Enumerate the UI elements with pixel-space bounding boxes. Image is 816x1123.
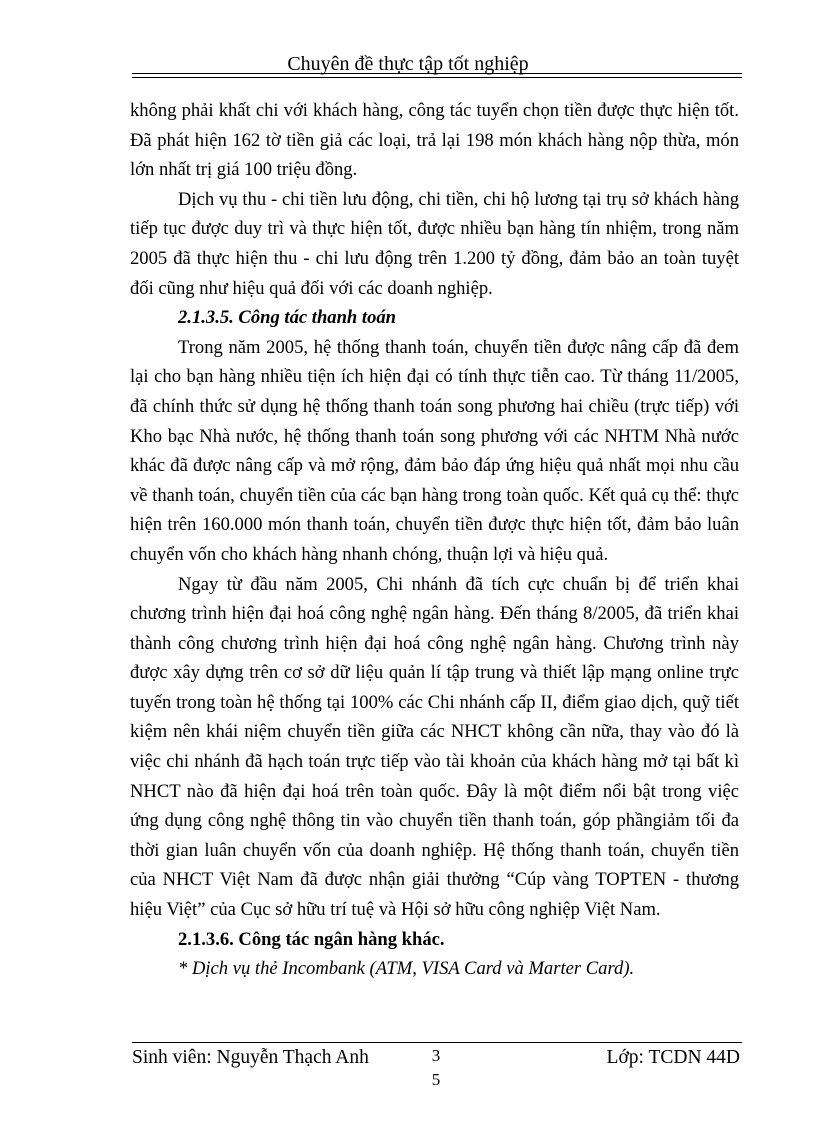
page-footer (132, 1045, 740, 1089)
bullet-card-service: * Dịch vụ thẻ Incombank (ATM, VISA Card và Marter Card). (178, 958, 635, 980)
header-rule-top (132, 73, 742, 74)
footer-class-label: Lớp: TCDN 44D (606, 1047, 740, 1068)
paragraph-continuation: không phải khất chi với khách hàng, công tác tuyển chọn tiền được thực hiện tốt. Đã phát hiện 162 tờ tiền giả các loại, trả lại 198 món khách hàng nộp thừa, món lớn nhất trị giá 100 triệu đồng. (130, 100, 739, 181)
document-body (130, 96, 739, 984)
page-header-title: Chuyên đề thực tập tốt nghiệp (287, 53, 529, 75)
footer-page-digit-2: 5 (431, 1070, 441, 1089)
paragraph-payment-system: Trong năm 2005, hệ thống thanh toán, chuyển tiền được nâng cấp đã đem lại cho bạn hàng nhiều tiện ích hiện đại có tính thực tiễn cao. Từ tháng 11/2005, đã chính thức sử dụng hệ thống thanh toán song phương hai chiều (trực tiếp) với Kho bạc Nhà nước, hệ thống thanh toán song phương với các NHTM Nhà nước khác đã được nâng cấp và mở rộng, đảm bảo đáp ứng hiệu quả nhất mọi nhu cầu về thanh toán, chuyển tiền của các bạn hàng trong toàn quốc. Kết quả cụ thể: thực hiện trên 160.000 món thanh toán, chuyển tiền được thực hiện tốt, đảm bảo luân chuyển vốn cho khách hàng nhanh chóng, thuận lợi và hiệu quả. (130, 336, 739, 565)
section-heading-payment: 2.1.3.5. Công tác thanh toán (178, 307, 397, 329)
paragraph-mobile-cash-service: Dịch vụ thu - chi tiền lưu động, chi tiền, chi hộ lương tại trụ sở khách hàng tiếp tục được duy trì và thực hiện tốt, được nhiều bạn hàng tín nhiệm, trong năm 2005 đã thực hiện thu - chi lưu động trên 1.200 tỷ đồng, đảm bảo an toàn tuyệt đối cũng như hiệu quả đối với các doanh nghiệp. (130, 188, 739, 299)
paragraph-modernization: Ngay từ đầu năm 2005, Chi nhánh đã tích cực chuẩn bị để triển khai chương trình hiện đại hoá công nghệ ngân hàng. Đến tháng 8/2005, đã triển khai thành công chương trình hiện đại hoá công nghệ ngân hàng. Chương trình này được xây dựng trên cơ sở dữ liệu quản lí tập trung và thiết lập mạng online trực tuyến trong toàn hệ thống tại 100% các Chi nhánh cấp II, điểm giao dịch, quỹ tiết kiệm nên khái niệm chuyển tiền giữa các NHCT không cần nữa, thay vào đó là việc chi nhánh đã hạch toán trực tiếp vào tài khoản của khách hàng mở tại bất kì NHCT nào đã hiện đại hoá trên toàn quốc. Đây là một điểm nổi bật trong việc ứng dụng công nghệ thông tin vào chuyển tiền thanh toán, góp phầngiảm tối đa thời gian luân chuyển vốn của doanh nghiệp. Hệ thống thanh toán, chuyển tiền của NHCT Việt Nam đã được nhận giải thưởng “Cúp vàng TOPTEN - thương hiệu Việt” của Cục sở hữu trí tuệ và Hội sở hữu công nghiệp Việt Nam. (130, 573, 739, 921)
footer-student-name: Sinh viên: Nguyễn Thạch Anh (132, 1047, 369, 1068)
section-heading-other-services: 2.1.3.6. Công tác ngân hàng khác. (178, 928, 445, 950)
footer-rule (132, 1042, 742, 1043)
footer-page-digit-1: 3 (431, 1046, 441, 1065)
header-rule-bottom (132, 77, 742, 78)
